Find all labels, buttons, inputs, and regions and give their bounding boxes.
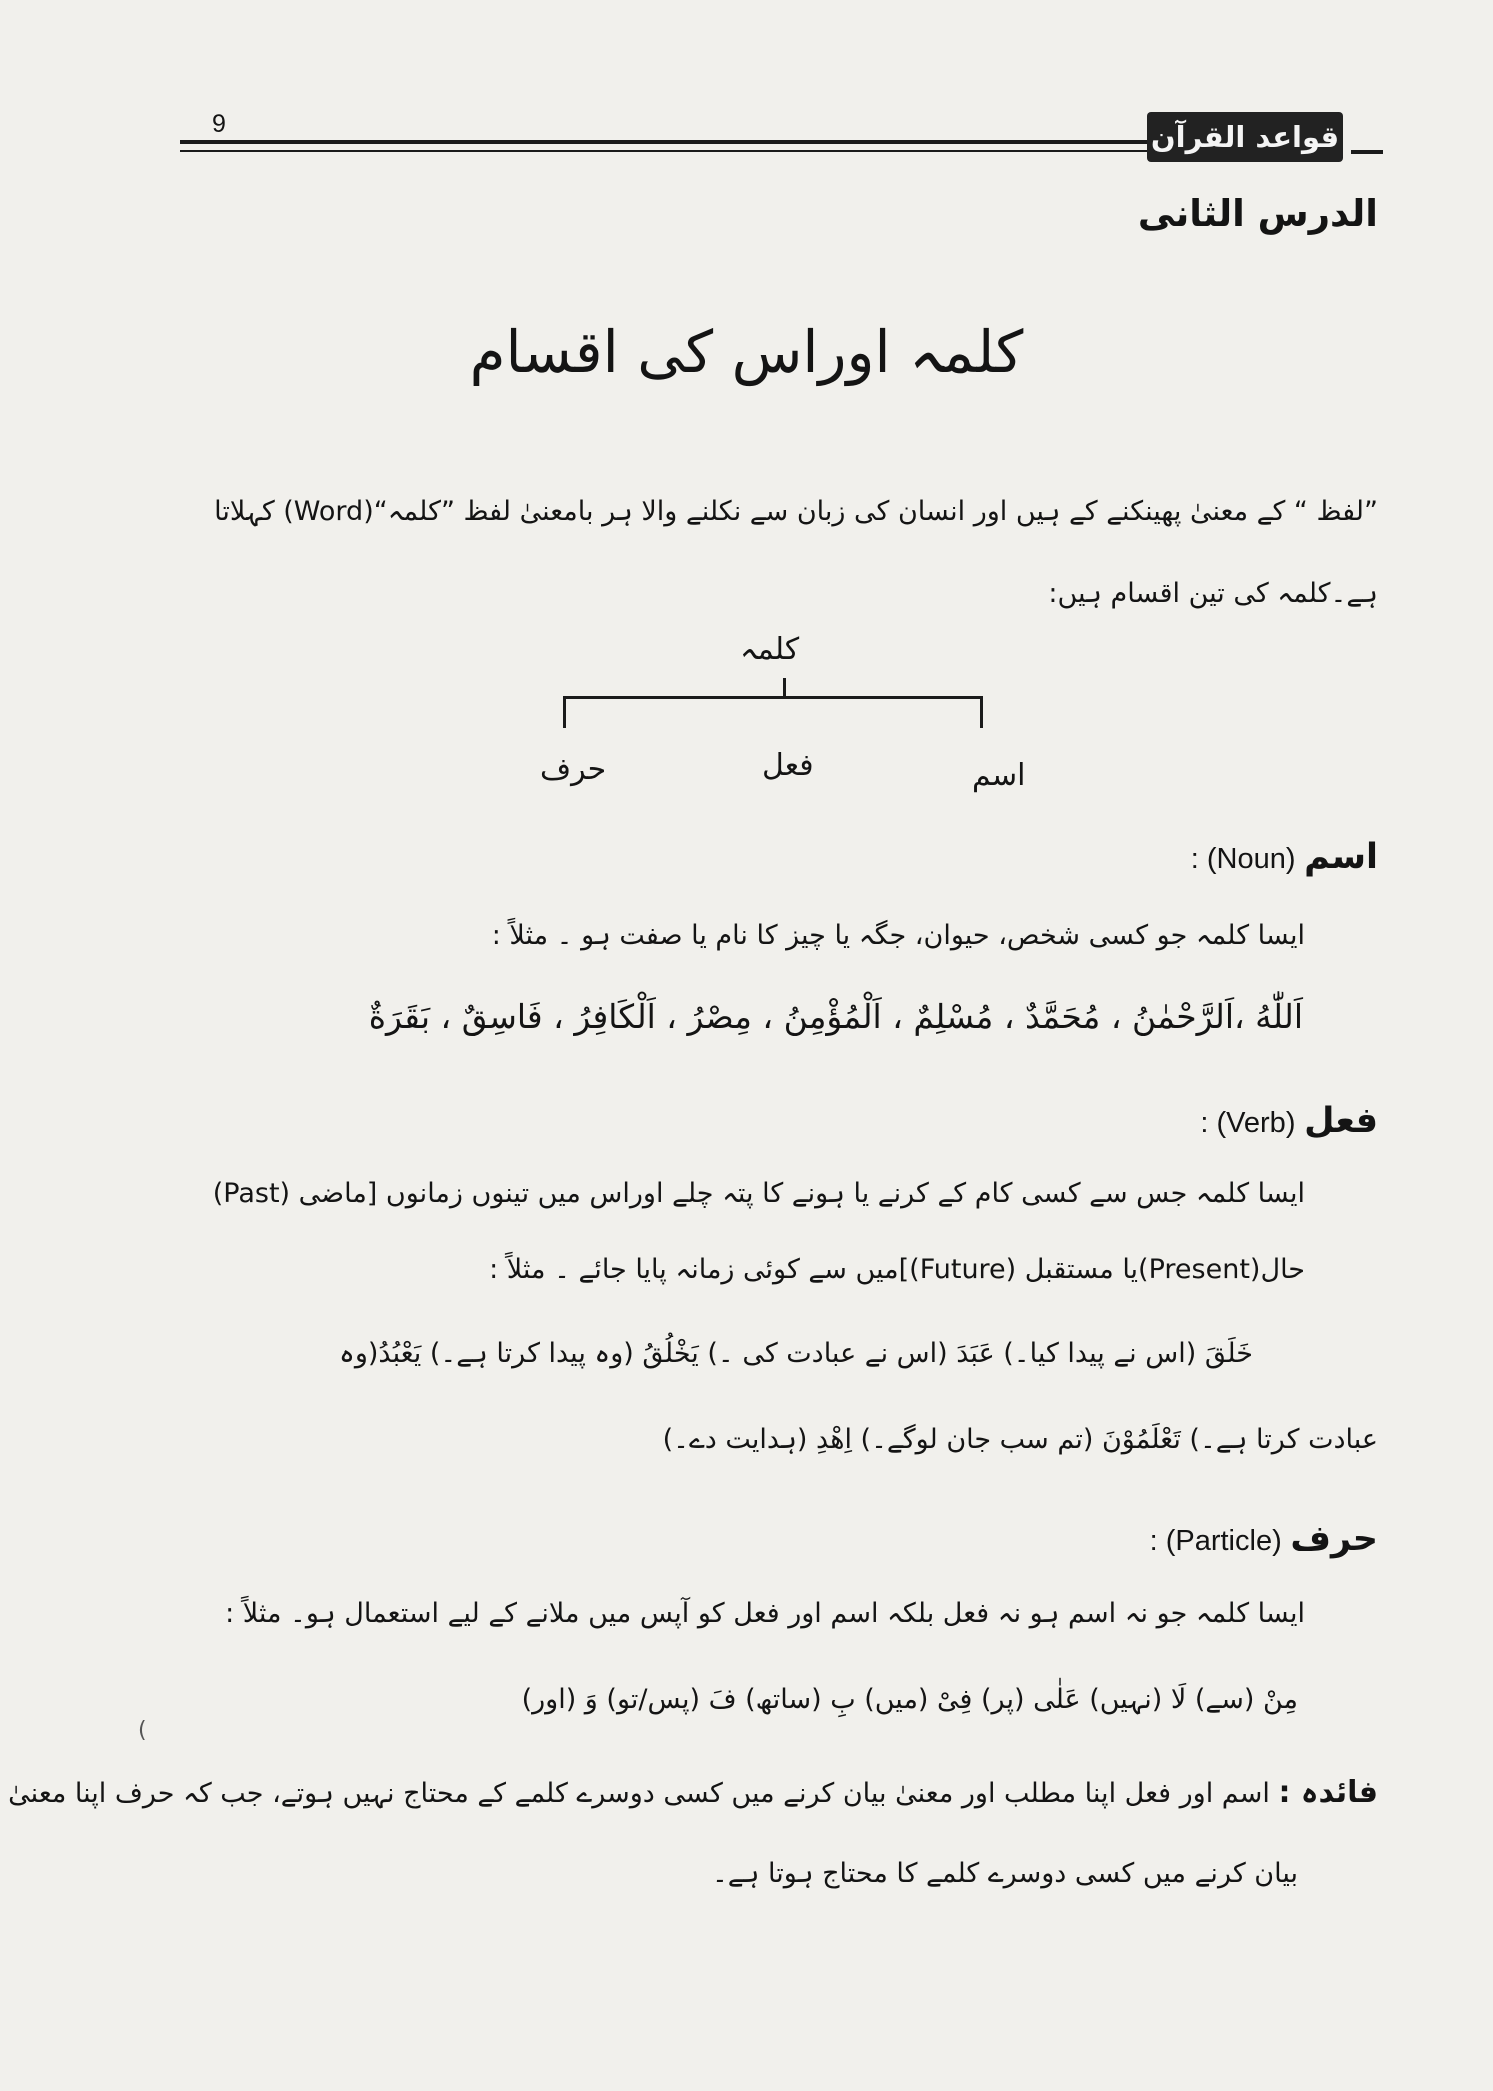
note-label: فائدہ : — [1278, 1775, 1378, 1810]
intro-line-2: ہے۔کلمہ کی تین اقسام ہیں: — [1048, 578, 1378, 609]
tree-leaf-noun: اسم — [972, 758, 1026, 793]
verb-line-1: ایسا کلمہ جس سے کسی کام کے کرنے یا ہونے کا پتہ چلے اوراس میں تینوں زمانوں [ماضی (Past) — [212, 1178, 1305, 1209]
tree-leaf-verb: فعل — [762, 748, 814, 783]
verb-examples-line-2: عبادت کرتا ہے۔) تَعْلَمُوْنَ (تم سب جان لوگے۔) اِهْدِ (ہدایت دے۔) — [662, 1424, 1378, 1455]
header-rule-bottom — [180, 150, 1148, 152]
particle-heading-label: حرف — [1290, 1519, 1378, 1559]
book-title-badge: قواعد القرآن — [1147, 112, 1343, 162]
particle-heading — [1149, 1519, 1378, 1559]
noun-heading — [1190, 837, 1378, 877]
noun-examples: اَللّٰهُ ،اَلرَّحْمٰنُ ، مُحَمَّدٌ ، مُسْلِمٌ ، اَلْمُؤْمِنُ ، مِصْرُ ، اَلْكَافِرُ ، فَاسِقٌ ، بَقَرَةٌ — [368, 997, 1303, 1036]
particle-definition: ایسا کلمہ جو نہ اسم ہو نہ فعل بلکہ اسم اور فعل کو آپس میں ملانے کے لیے استعمال ہو۔ مثلاً : — [225, 1598, 1305, 1629]
tree-root-label: کلمہ — [740, 632, 800, 667]
noun-heading-english: (Noun) : — [1190, 843, 1296, 875]
note-line-2: بیان کرنے میں کسی دوسرے کلمے کا محتاج ہوتا ہے۔ — [711, 1858, 1298, 1889]
page-title: کلمہ اوراس کی اقسام — [469, 318, 1024, 386]
verb-heading-label: فعل — [1304, 1101, 1378, 1141]
noun-definition: ایسا کلمہ جو کسی شخص، حیوان، جگہ یا چیز کا نام یا صفت ہو ۔ مثلاً : — [491, 920, 1305, 951]
note-line-1 — [8, 1775, 1378, 1810]
note-text-1: اسم اور فعل اپنا مطلب اور معنیٰ بیان کرنے میں کسی دوسرے کلمے کے محتاج نہیں ہوتے، جب کہ حرف اپنا معنیٰ — [8, 1778, 1270, 1809]
verb-line-2: حال(Present)یا مستقبل (Future)]میں سے کوئی زمانہ پایا جائے ۔ مثلاً : — [489, 1254, 1305, 1285]
tree-left-drop — [563, 696, 566, 728]
verb-examples-line-1: خَلَقَ (اس نے پیدا کیا۔) عَبَدَ (اس نے عبادت کی ۔) یَخْلُقُ (وہ پیدا کرتا ہے۔) یَعْبُدُ(وہ — [339, 1338, 1253, 1369]
noun-heading-label: اسم — [1304, 837, 1378, 877]
page-number: 9 — [212, 110, 226, 138]
tree-right-drop — [980, 696, 983, 728]
tree-branch-line — [563, 696, 983, 699]
verb-heading — [1200, 1101, 1378, 1141]
verb-heading-english: (Verb) : — [1200, 1107, 1296, 1139]
particle-examples: مِنْ (سے) لَا (نہیں) عَلٰی (پر) فِیْ (میں) بِ (ساتھ) فَ (پس/تو) وَ (اور) — [521, 1684, 1298, 1715]
header-rule-tail — [1351, 150, 1383, 154]
header-rule-top — [180, 140, 1148, 144]
tree-stem-line — [783, 678, 786, 698]
margin-mark: ( — [138, 1718, 147, 1743]
intro-line-1: ”لفظ “ کے معنیٰ پھینکنے کے ہیں اور انسان کی زبان سے نکلنے والا ہر بامعنیٰ لفظ ”کلمہ“(Word) کہلاتا — [214, 496, 1378, 527]
particle-heading-english: (Particle) : — [1149, 1525, 1282, 1557]
tree-leaf-particle: حرف — [540, 752, 607, 787]
lesson-label: الدرس الثانی — [1137, 192, 1378, 235]
